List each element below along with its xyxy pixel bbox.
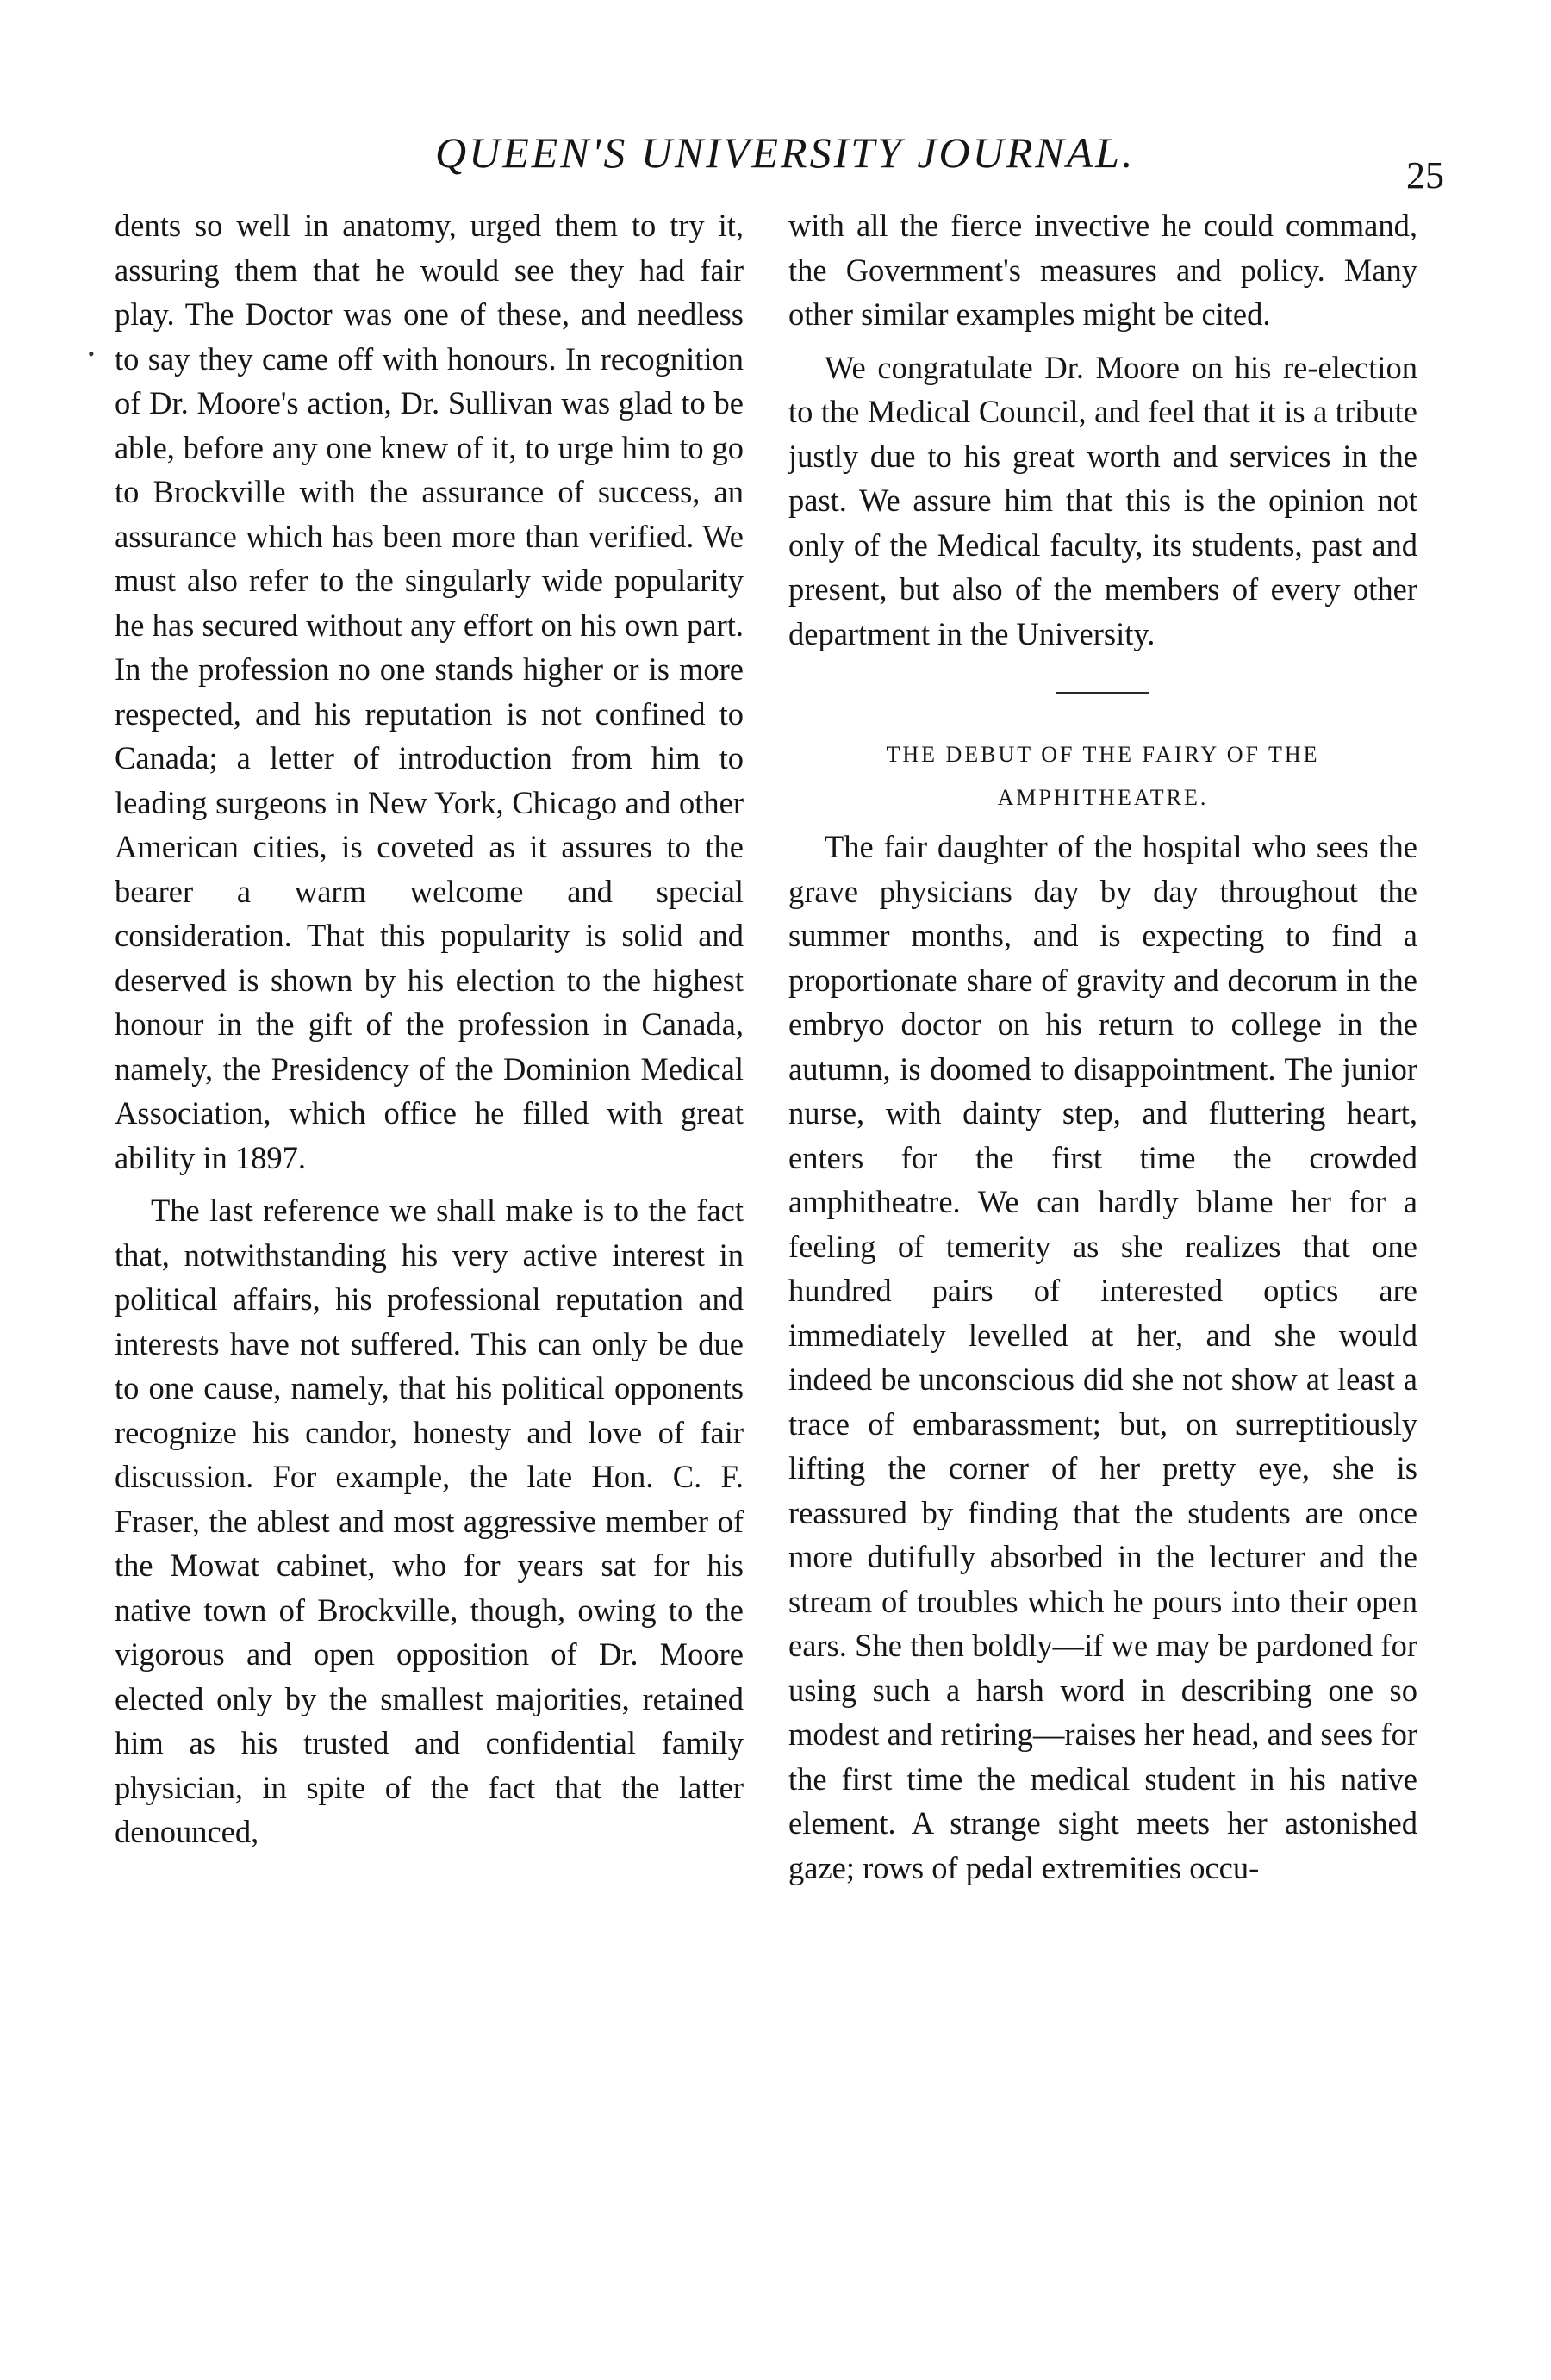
section-heading-line: AMPHITHEATRE.: [997, 785, 1209, 810]
paragraph: We congratulate Dr. Moore on his re-election to the Medical Council, and feel that it is a tribute justly due to his great worth and services in the past. We assure him that this is the opinion not only of the Medical faculty, its students, past and present, but also of the members of every other department in the University.: [788, 349, 1417, 651]
page-number: 25: [1406, 154, 1444, 196]
page-header: [0, 128, 1551, 196]
paragraph: The fair daughter of the hospital who sees the grave physicians day by day throughout the summer months, and is expecting to find a proportionate share of gravity and decorum in the embryo doctor on his return to college in the autumn, is doomed to disappointment. The junior nurse, with dainty step, and fluttering heart, enters for the first time the crowded amphitheatre. We can hardly blame her for a feeling of temerity as she realizes that one hundred pairs of interested optics are immediately levelled at her, and she would indeed be unconscious did she not show at least a trace of embarassment; but, on surreptitiously lifting the corner of her pretty eye, she is reassured by finding that the students are once more dutifully absorbed in the lecturer and the stream of troubles which he pours into their open ears. She then boldly—if we may be pardoned for using such a harsh word in describing one so modest and retiring—raises her head, and sees for the first time the medical student in his native element. A strange sight meets her astonished gaze; rows of pedal extremities occu-: [788, 829, 1417, 1885]
paragraph: The last reference we shall make is to the fact that, notwithstanding his very active interest in political affairs, his professional reputation and interests have not suffered. This can only be due to one cause, namely, that his political opponents recognize his candor, honesty and love of fair discussion. For example, the late Hon. C. F. Fraser, the ablest and most aggressive member of the Mowat cabinet, who for years sat for his native town of Brockville, though, owing to the vigorous and open opposition of Dr. Moore elected only by the smallest majorities, retained him as his trusted and confidential family physician, in spite of the fact that the latter denounced,: [115, 1193, 744, 1849]
section-divider: [1056, 692, 1149, 694]
left-column: [115, 203, 744, 1854]
margin-dot: •: [88, 343, 95, 364]
section-heading: [788, 733, 1417, 819]
paragraph: with all the fierce invective he could command, the Government's measures and policy. Many other similar examples might be cited.: [788, 208, 1417, 332]
running-head: QUEEN'S UNIVERSITY JOURNAL.: [435, 128, 1136, 177]
section-heading-line: THE DEBUT OF THE FAIRY OF THE: [886, 742, 1320, 767]
right-column: [788, 203, 1417, 1890]
paragraph: dents so well in anatomy, urged them to try it, assuring them that he would see they had fair play. The Doctor was one of these, and needless to say they came off with honours. In recognition of Dr. Moore's action, Dr. Sullivan was glad to be able, before any one knew of it, to urge him to go to Brockville with the assurance of success, an assurance which has been more than verified. We must also refer to the singularly wide popularity he has secured without any effort on his own part. In the profession no one stands higher or is more respected, and his reputation is not confined to Canada; a letter of introduction from him to leading surgeons in New York, Chicago and other American cities, is coveted as it assures to the bearer a warm welcome and special consideration. That this popularity is solid and deserved is shown by his election to the highest honour in the gift of the profession in Canada, namely, the Presidency of the Dominion Medical Association, which office he filled with great ability in 1897.: [115, 208, 744, 1175]
